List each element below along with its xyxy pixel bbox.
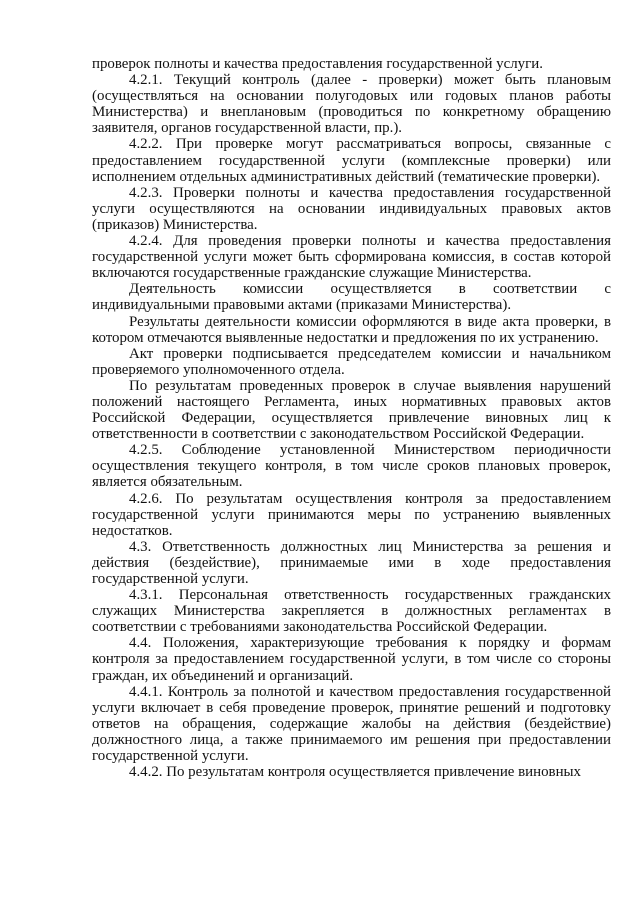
paragraph-4-3: 4.3. Ответственность должностных лиц Министерства за решения и действия (бездействие), принимаемые ими в ходе предоставления государственной услуги. [92, 538, 611, 587]
document-page [92, 56, 611, 780]
paragraph-4-4: 4.4. Положения, характеризующие требования к порядку и формам контроля за предоставлением государственной услуги, в том числе со стороны граждан, их объединений и организаций. [92, 635, 611, 684]
paragraph-commission-results: Результаты деятельности комиссии оформляются в виде акта проверки, в котором отмечаются выявленные недостатки и предложения по их устранению. [92, 313, 611, 346]
paragraph-4-2-5: 4.2.5. Соблюдение установленной Министерством периодичности осуществления текущего контроля, в том числе сроков плановых проверок, является обязательным. [92, 442, 611, 491]
paragraph-4-2-2: 4.2.2. При проверке могут рассматриваться вопросы, связанные с предоставлением государственной услуги (комплексные проверки) или исполнением отдельных административных действий (тематические проверки). [92, 136, 611, 185]
paragraph-inspection-act: Акт проверки подписывается председателем комиссии и начальником проверяемого уполномоченного отдела. [92, 345, 611, 378]
paragraph-4-4-2: 4.4.2. По результатам контроля осуществляется привлечение виновных [129, 764, 581, 781]
paragraph-4-2-1: 4.2.1. Текущий контроль (далее - проверки) может быть плановым (осуществляться на основании полугодовых или годовых планов работы Министерства) и внеплановым (проводиться по конкретному обращению заявителя, органов государственной власти, пр.). [92, 72, 611, 137]
paragraph-continuation: проверок полноты и качества предоставления государственной услуги. [92, 56, 543, 72]
paragraph-4-3-1: 4.3.1. Персональная ответственность государственных гражданских служащих Министерства закрепляется в должностных регламентах в соответствии с требованиями законодательства Российской Федерации. [92, 587, 611, 636]
paragraph-4-2-6: 4.2.6. По результатам осуществления контроля за предоставлением государственной услуги принимаются меры по устранению выявленных недостатков. [92, 490, 611, 539]
paragraph-4-2-4: 4.2.4. Для проведения проверки полноты и качества предоставления государственной услуги может быть сформирована комиссия, в состав которой включаются государственные гражданские служащие Министерства. [92, 233, 611, 282]
paragraph-4-4-1: 4.4.1. Контроль за полнотой и качеством предоставления государственной услуги включает в себя проведение проверок, принятие решений и подготовку ответов на обращения, содержащие жалобы на действия (бездействие) должностного лица, а также принимаемого им решения при предоставлении государственной услуги. [92, 683, 611, 765]
paragraph-violations: По результатам проведенных проверок в случае выявления нарушений положений настоящего Регламента, иных нормативных правовых актов Российской Федерации, осуществляется привлечение виновных лиц к ответственности в соответствии с законодательством Российской Федерации. [92, 377, 611, 443]
paragraph-4-2-3: 4.2.3. Проверки полноты и качества предоставления государственной услуги осуществляются на основании индивидуальных правовых актов (приказов) Министерства. [92, 184, 611, 233]
paragraph-commission-activity: Деятельность комиссии осуществляется в соответствии с индивидуальными правовыми актами (приказами Министерства). [92, 281, 611, 314]
